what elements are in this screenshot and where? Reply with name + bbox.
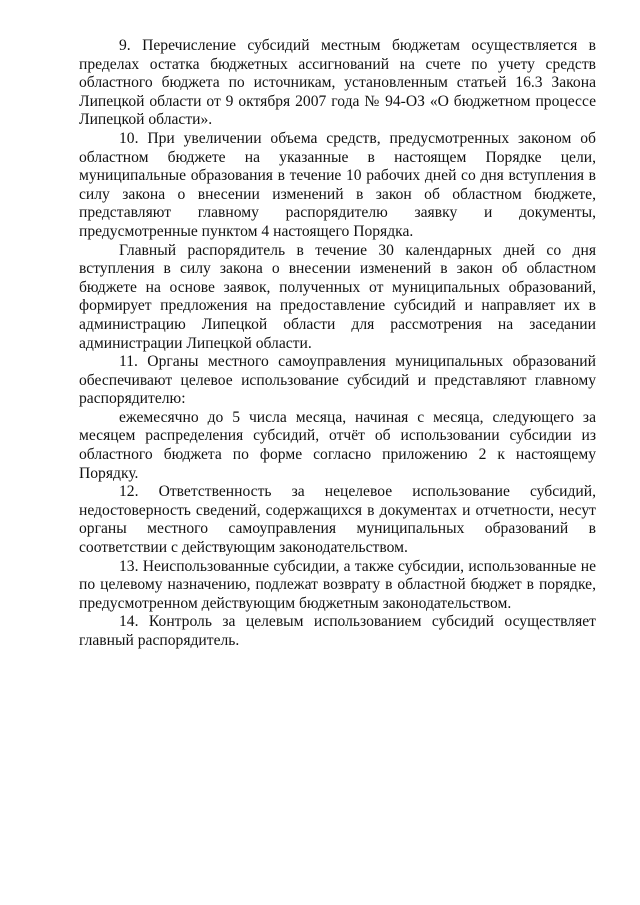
paragraph-monthly-report: ежемесячно до 5 числа месяца, начиная с месяца, следующего за месяцем распределения субсидий, отчёт об использовании субсидии из областного бюджета по форме согласно приложению 2 к настоящему Порядку. (79, 408, 596, 482)
paragraph-item-13: 13. Неиспользованные субсидии, а также субсидии, использованные не по целевому назначению, подлежат возврату в областной бюджет в порядке, предусмотренном действующим бюджетным законодательством. (79, 557, 596, 612)
paragraph-item-9: 9. Перечисление субсидий местным бюджетам осуществляется в пределах остатка бюджетных ассигнований на счете по учету средств областного бюджета по источникам, установленным статьей 16.3 Закона Липецкой области от 9 октября 2007 года № 94-ОЗ «О бюджетном процессе Липецкой области». (79, 37, 596, 129)
paragraph-item-14: 14. Контроль за целевым использованием субсидий осуществляет главный распорядитель. (79, 613, 596, 649)
document-body (79, 37, 596, 651)
paragraph-item-11: 11. Органы местного самоуправления муниципальных образований обеспечивают целевое использование субсидий и представляют главному распорядителю: (79, 353, 596, 408)
paragraph-item-10: 10. При увеличении объема средств, предусмотренных законом об областном бюджете на указанные в настоящем Порядке цели, муниципальные образования в течение 10 рабочих дней со дня вступления в силу закона о внесении изменений в закон об областном бюджете, представляют главному распорядителю заявку и документы, предусмотренные пунктом 4 настоящего Порядка. (79, 129, 596, 240)
paragraph-main-distributor: Главный распорядитель в течение 30 календарных дней со дня вступления в силу закона о внесении изменений в закон об областном бюджете на основе заявок, полученных от муниципальных образований, формирует предложения на предоставление субсидий и направляет их в администрацию Липецкой области для рассмотрения на заседании администрации Липецкой области. (79, 241, 596, 352)
paragraph-item-12: 12. Ответственность за нецелевое использование субсидий, недостоверность сведений, содержащихся в документах и отчетности, несут органы местного самоуправления муниципальных образований в соответствии с действующим законодательством. (79, 483, 596, 557)
